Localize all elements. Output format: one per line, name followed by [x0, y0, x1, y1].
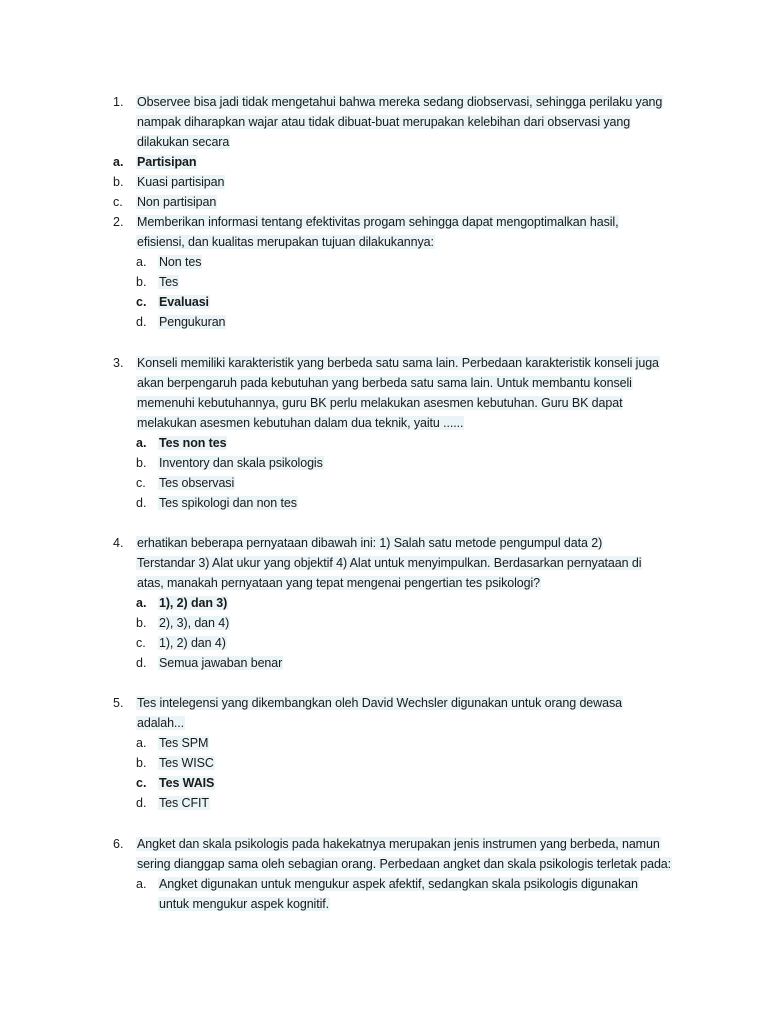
- option-letter: c.: [113, 195, 123, 209]
- question-text: akan berpengaruh pada kebutuhan yang berbeda satu sama lain. Untuk membantu konseli: [137, 376, 632, 390]
- option-text: Tes observasi: [159, 476, 235, 490]
- question-text-line: [136, 393, 623, 413]
- option-letter: a.: [136, 436, 147, 450]
- question-text-line: [136, 212, 619, 232]
- option-b: [136, 172, 225, 192]
- option-a: [158, 874, 639, 894]
- question-text: melakukan asesmen kebutuhan dalam dua teknik, yaitu ......: [137, 416, 464, 430]
- question-text-line: [136, 373, 633, 393]
- question-text-line: [136, 854, 672, 874]
- question-number: 2.: [113, 215, 124, 229]
- question-number: 5.: [113, 696, 124, 710]
- option-letter: d.: [136, 315, 147, 329]
- option-letter: a.: [136, 255, 147, 269]
- question-text-line: [136, 132, 230, 152]
- option-text: Semua jawaban benar: [159, 656, 283, 670]
- option-letter: c.: [136, 776, 147, 790]
- option-letter: a.: [136, 877, 147, 891]
- option-text: Tes SPM: [159, 736, 209, 750]
- option-letter: d.: [136, 796, 147, 810]
- option-d: [158, 793, 210, 813]
- option-c: [136, 192, 217, 212]
- option-d: [158, 493, 298, 513]
- option-letter: c.: [136, 636, 146, 650]
- question-number: 6.: [113, 837, 124, 851]
- question-text: erhatikan beberapa pernyataan dibawah ini: 1) Salah satu metode pengumpul data 2): [137, 536, 603, 550]
- option-b: [158, 453, 324, 473]
- question-text: Tes intelegensi yang dikembangkan oleh David Wechsler digunakan untuk orang dewasa: [137, 696, 622, 710]
- option-a: [136, 152, 197, 172]
- option-letter: b.: [113, 175, 124, 189]
- option-text: Pengukuran: [159, 315, 226, 329]
- question-number: 4.: [113, 536, 124, 550]
- question-text: dilakukan secara: [137, 135, 230, 149]
- option-a-continuation: [158, 894, 330, 914]
- option-text: Tes: [159, 275, 179, 289]
- option-letter: b.: [136, 456, 147, 470]
- option-text: 1), 2) dan 4): [159, 636, 226, 650]
- question-text: nampak diharapkan wajar atau tidak dibuat-buat merupakan kelebihan dari observasi yang: [137, 115, 631, 129]
- question-text-line: [136, 553, 642, 573]
- option-b: [158, 753, 215, 773]
- option-letter: a.: [136, 596, 147, 610]
- option-text: Inventory dan skala psikologis: [159, 456, 323, 470]
- option-text: Tes non tes: [159, 436, 227, 450]
- question-text-line: [136, 533, 603, 553]
- option-c: [158, 633, 227, 653]
- option-text: Tes CFIT: [159, 796, 209, 810]
- option-d: [158, 653, 283, 673]
- option-text: Tes spikologi dan non tes: [159, 496, 297, 510]
- option-text: untuk mengukur aspek kognitif.: [159, 897, 330, 911]
- option-letter: c.: [136, 476, 146, 490]
- question-text-line: [136, 413, 464, 433]
- option-letter: b.: [136, 756, 147, 770]
- question-text-line: [136, 353, 660, 373]
- option-text: Kuasi partisipan: [137, 175, 225, 189]
- option-text: 1), 2) dan 3): [159, 596, 228, 610]
- question-text-line: [136, 112, 631, 132]
- question-text: Memberikan informasi tentang efektivitas progam sehingga dapat mengoptimalkan hasil,: [137, 215, 619, 229]
- question-text: memenuhi kebutuhannya, guru BK perlu melakukan asesmen kebutuhan. Guru BK dapat: [137, 396, 623, 410]
- question-text: efisiensi, dan kualitas merupakan tujuan dilakukannya:: [137, 235, 434, 249]
- option-a: [158, 593, 228, 613]
- option-a: [158, 252, 202, 272]
- option-c: [158, 473, 235, 493]
- option-text: Tes WAIS: [159, 776, 215, 790]
- question-text: adalah...: [137, 716, 185, 730]
- option-c: [158, 773, 215, 793]
- option-letter: b.: [136, 616, 147, 630]
- question-text: Konseli memiliki karakteristik yang berbeda satu sama lain. Perbedaan karakteristik konseli juga: [137, 356, 659, 370]
- option-text: Non partisipan: [137, 195, 217, 209]
- question-text: sering dianggap sama oleh sebagian orang. Perbedaan angket dan skala psikologis terletak pada:: [137, 857, 672, 871]
- question-text: Angket dan skala psikologis pada hakekatnya merupakan jenis instrumen yang berbeda, namun: [137, 837, 660, 851]
- option-letter: d.: [136, 656, 147, 670]
- question-text-line: [136, 834, 661, 854]
- option-text: Tes WISC: [159, 756, 214, 770]
- option-b: [158, 272, 179, 292]
- option-text: Non tes: [159, 255, 202, 269]
- option-text: Partisipan: [137, 155, 197, 169]
- option-letter: c.: [136, 295, 147, 309]
- option-text: Angket digunakan untuk mengukur aspek afektif, sedangkan skala psikologis digunakan: [159, 877, 638, 891]
- question-text-line: [136, 713, 185, 733]
- question-number: 3.: [113, 356, 124, 370]
- option-a: [158, 733, 209, 753]
- question-text: Terstandar 3) Alat ukur yang objektif 4) Alat untuk menyimpulkan. Berdasarkan pernyataan di: [137, 556, 642, 570]
- option-text: 2), 3), dan 4): [159, 616, 230, 630]
- option-letter: a.: [113, 155, 124, 169]
- option-letter: a.: [136, 736, 147, 750]
- option-a: [158, 433, 227, 453]
- question-text: atas, manakah pernyataan yang tepat mengenai pengertian tes psikologi?: [137, 576, 541, 590]
- option-text: Evaluasi: [159, 295, 209, 309]
- question-text-line: [136, 693, 623, 713]
- option-letter: d.: [136, 496, 147, 510]
- question-text: Observee bisa jadi tidak mengetahui bahwa mereka sedang diobservasi, sehingga perilaku yang: [137, 95, 663, 109]
- option-d: [158, 312, 226, 332]
- question-text-line: [136, 573, 541, 593]
- question-text-line: [136, 232, 435, 252]
- question-text-line: [136, 92, 663, 112]
- question-number: 1.: [113, 95, 124, 109]
- option-c: [158, 292, 210, 312]
- option-letter: b.: [136, 275, 147, 289]
- option-b: [158, 613, 230, 633]
